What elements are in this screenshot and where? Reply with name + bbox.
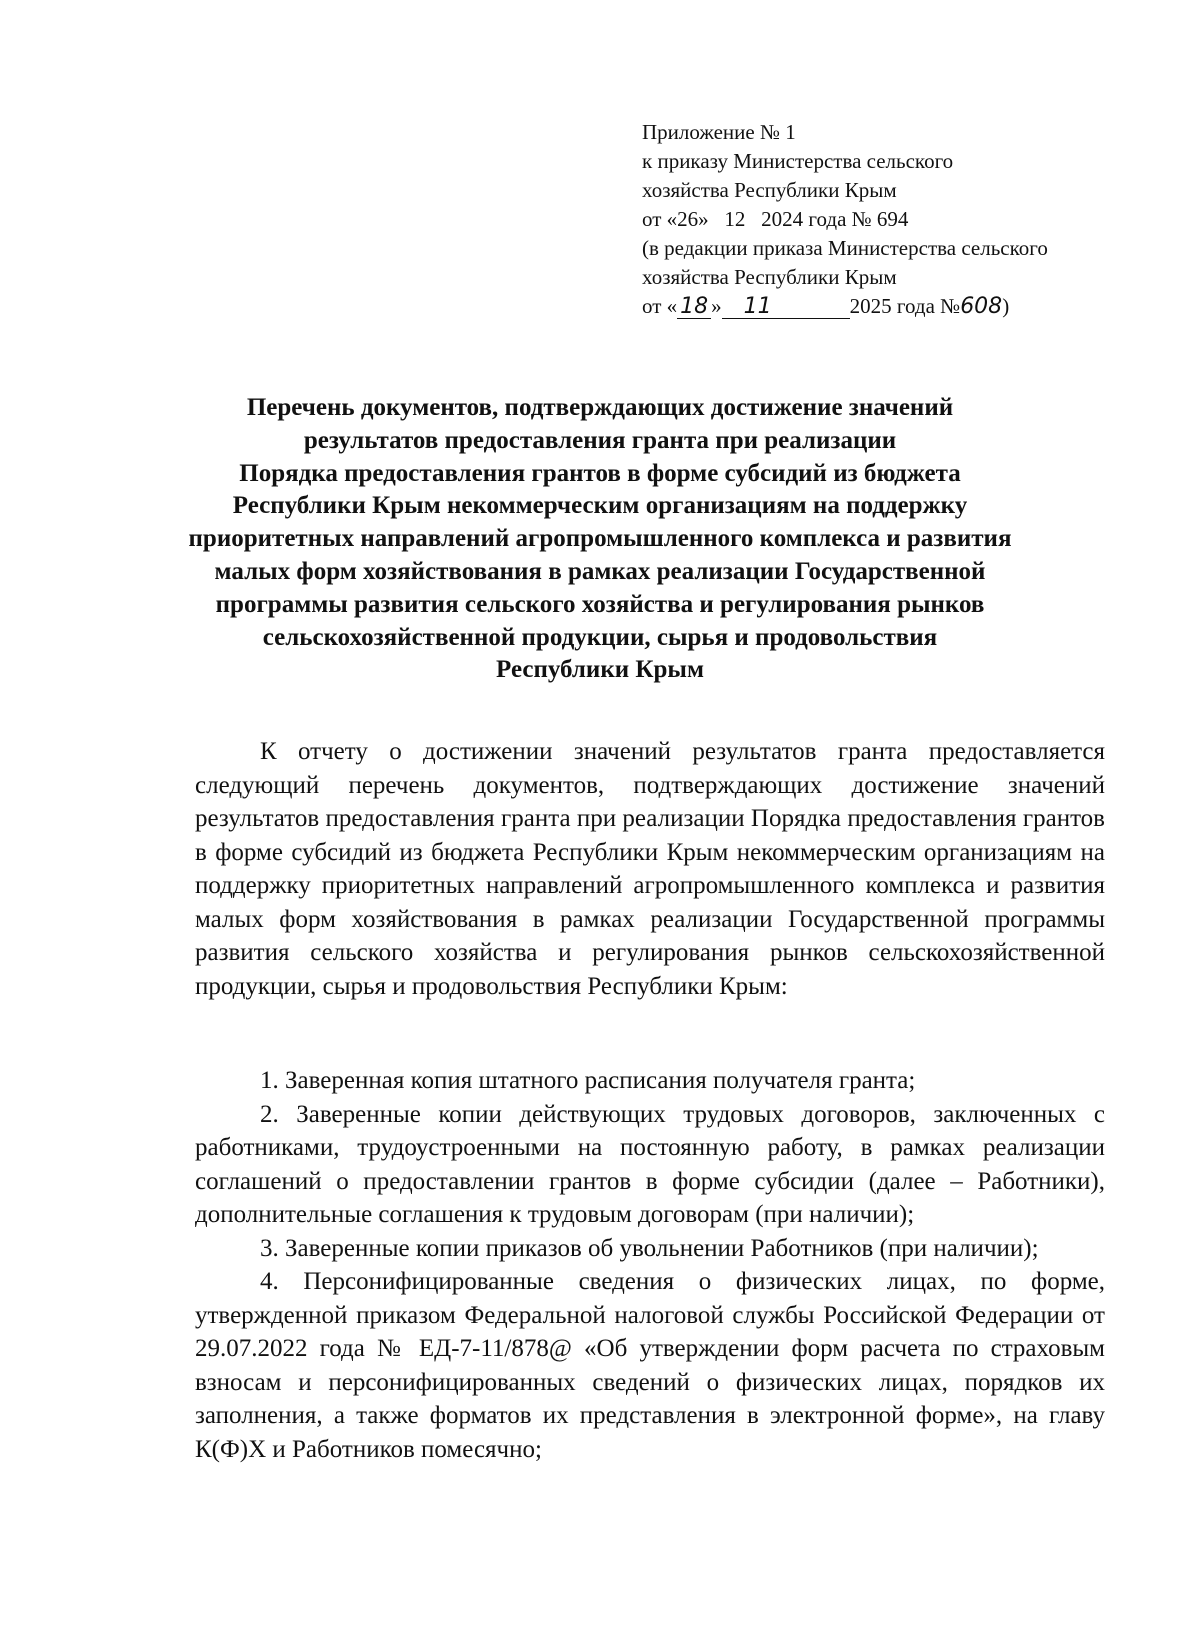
annex-line-1: Приложение № 1 [642,120,796,144]
list-item: 3. Заверенные копии приказов об увольнении Работников (при наличии); [260,1234,1039,1262]
document-title [150,392,1050,687]
title-line: приоритетных направлений агропромышленного комплекса и развития [188,525,1012,553]
annex-header [642,118,1122,321]
list-item: 4. Персонифицированные сведения о физических лицах, по форме, утвержденной приказом Федеральной налоговой службы Российской Федерации от 29.07.2022 года № ЕД-7-11/878@ «Об утверждении форм расчета по страховым взносам и персонифицированных сведений о физических лицах, порядков их заполнения, а также форматов их представления в электронной форме», на главу К(Ф)Х и Работников помесячно; [195,1268,1105,1463]
annex-month-handwritten: 11 [722,296,850,319]
annex-line-3: хозяйства Республики Крым [642,178,897,202]
annex-date-prefix: от « [642,294,678,318]
annex-line-5: (в редакции приказа Министерства сельского [642,236,1048,260]
title-line: Перечень документов, подтверждающих достижение значений [246,394,954,421]
annex-line-6: хозяйства Республики Крым [642,265,897,289]
annex-line-4: от «26» 12 2024 года № 694 [642,207,909,231]
annex-date-mid: » [711,294,722,318]
list-item: 1. Заверенная копия штатного расписания получателя гранта; [260,1067,916,1094]
title-line: результатов предоставления гранта при реализации [303,426,897,454]
intro-paragraph: К отчету о достижении значений результатов гранта предоставляется следующий перечень документов, подтверждающих достижение значений результатов предоставления гранта при реализации Порядка предоставления грантов в форме субсидий из бюджета Республики Крым некоммерческим организациям на поддержку приоритетных направлений агропромышленного комплекса и развития малых форм хозяйствования в рамках реализации Государственной программы развития сельского хозяйства и регулирования рынков сельскохозяйственной продукции, сырья и продовольствия Республики Крым: [195,738,1105,1000]
title-line: малых форм хозяйствования в рамках реализации Государственной [214,557,986,585]
annex-line-7 [642,292,1122,321]
documents-list [195,1064,1105,1466]
annex-day-handwritten: 18 [677,296,711,319]
annex-number-handwritten: 608 [960,294,1003,319]
title-line: Республики Крым некоммерческим организациям на поддержку [232,492,968,520]
annex-year: 2025 года № [849,294,961,318]
list-item: 2. Заверенные копии действующих трудовых договоров, заключенных с работниками, трудоустроенными на постоянную работу, в рамках реализации соглашений о предоставлении грантов в форме субсидии (далее – Работники), дополнительные соглашения к трудовым договорам (при наличии); [195,1100,1105,1228]
title-line: Республики Крым [496,656,704,684]
title-line: Порядка предоставления грантов в форме субсидий из бюджета [239,459,961,487]
annex-line-2: к приказу Министерства сельского [642,149,954,173]
title-line: сельскохозяйственной продукции, сырья и продовольствия [262,623,938,651]
title-line: программы развития сельского хозяйства и регулирования рынков [215,590,985,618]
annex-close-paren: ) [1002,294,1010,318]
